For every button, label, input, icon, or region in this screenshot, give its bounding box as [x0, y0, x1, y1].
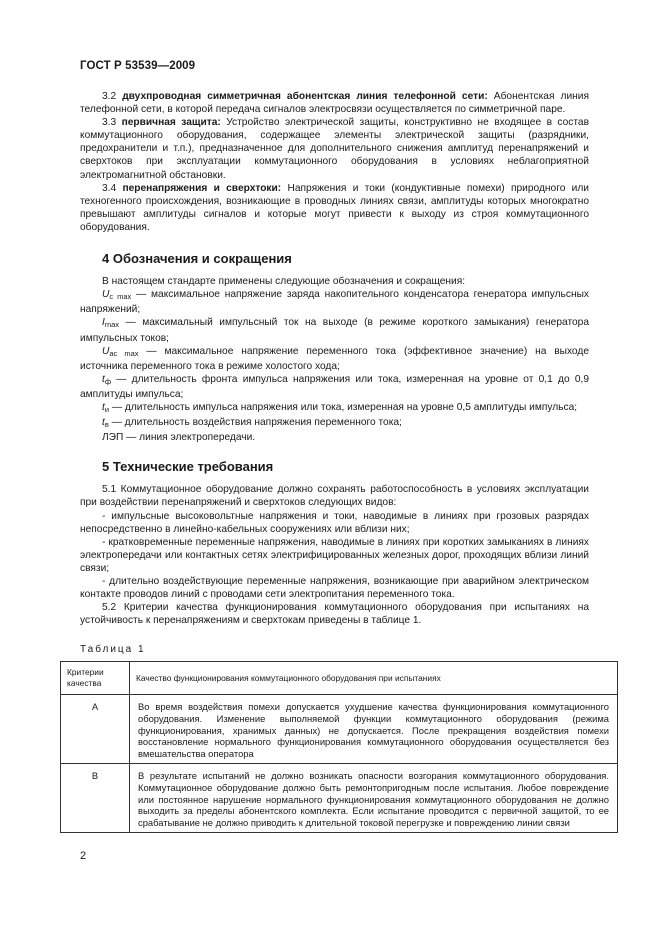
description-cell: Во время воздействия помехи допускается ухудшение качества функционирования коммутационного оборудования. Изменение выполняемой функции коммутационного оборудования (режима функционирования, хранимых данных) не допускается. После прекращения воздействия помехи восстановление нормального функционирования коммутационного оборудования осуществляется без вмешательства оператора	[130, 695, 618, 764]
section-5-title: 5 Технические требования	[102, 459, 274, 475]
column-header-quality: Качество функционирования коммутационного оборудования при испытаниях	[130, 662, 618, 695]
clause-5-1: 5.1 Коммутационное оборудование должно сохранять работоспособность в условиях эксплуатации при воздействии перенапряжений и сверхтоков следующих видов:	[80, 484, 589, 509]
term: двухпроводная симметричная абонентская линия телефонной сети:	[122, 91, 488, 102]
definition-3-2: 3.2 двухпроводная симметричная абонентская линия телефонной сети: Абонентская линия телефонной сети, в которой передача сигналов электросвязи осуществляется по симметричной паре.	[80, 91, 589, 116]
column-header-criteria: Критерии качества	[61, 662, 130, 695]
symbol-item: $t_в$ — длительность воздействия напряжения переменного тока;	[102, 417, 402, 430]
page-body	[67, 90, 609, 833]
criteria-cell: А	[61, 695, 130, 764]
symbol-item: $U_{ac max}$ — максимальное напряжение переменного тока (эффективное значение) на выходе источника переменного тока в режиме холостого хода;	[80, 345, 589, 372]
section-4-title: 4 Обозначения и сокращения	[102, 251, 292, 267]
symbol-item: $t_и$ — длительность импульса напряжения или тока, измеренная на уровне 0,5 амплитуды импульса;	[102, 401, 578, 414]
description-cell: В результате испытаний не должно возникать опасности возгорания коммутационного оборудования. Коммутационное оборудование должно быть ремонтопригодным после испытания. Любое повреждение или постоянное нарушение нормального функционирования коммутационного оборудования не должно выходить за пределы абонентского комплекта. Если испытание проводится с первичной защитой, то ее срабатывание не должно приводить к длительной токовой перегрузке и повреждению линии связи	[130, 764, 618, 833]
criteria-cell: В	[61, 764, 130, 833]
abbreviation-item: ЛЭП — линия электропередачи.	[102, 432, 256, 444]
symbol-item: $I_{max}$ — максимальный импульсный ток на выходе (в режиме короткого замыкания) генератора импульсных токов;	[80, 317, 589, 344]
page-number: 2	[80, 850, 87, 862]
symbol-item: $U_{c max}$ — максимальное напряжение заряда накопительного конденсатора генератора импульсных напряжений;	[80, 289, 589, 316]
term: первичная защита:	[121, 117, 221, 129]
table-caption: Таблица 1	[80, 644, 146, 656]
list-item: - кратковременные переменные напряжения, наводимые в линиях при коротких замыканиях в линиях электропередачи или контактных сетях электрифицированных железных дорог, проходящих вблизи линий связи;	[80, 536, 589, 574]
term: перенапряжения и сверхтоки:	[122, 182, 282, 194]
document-header: ГОСТ Р 53539—2009	[80, 60, 196, 72]
definition-3-4: 3.4 перенапряжения и сверхтоки: Напряжения и токи (кондуктивные помехи) природного или техногенного происхождения, возникающие в проводных линиях связи, амплитуды которых многократно превышают амплитуды сигналов и которые могут привести к выходу из строя коммутационного оборудования.	[80, 182, 589, 233]
list-item: - импульсные высоковольтные напряжения и токи, наводимые в линиях при грозовых разрядах непосредственно в линейно-кабельных сооружениях или вблизи них;	[80, 510, 589, 535]
list-item: - длительно воздействующие переменные напряжения, возникающие при аварийном электрическом контакте проводов линий с проводами сети электропитания переменного тока.	[80, 576, 589, 601]
symbol-item: $t_ф$ — длительность фронта импульса напряжения или тока, измеренная на уровне от 0,1 до 0,9 амплитуды импульса;	[80, 373, 589, 400]
definition-3-3: 3.3 первичная защита: Устройство электрической защиты, конструктивно не входящее в состав коммутационного оборудования, содержащее элементы электрической защиты (разрядники, предохранители и т.п.), предназначенное для дополнительного снижения амплитуд перенапряжений и сверхтоков при эксплуатации коммутационного оборудования в условиях неблагоприятной электромагнитной обстановки.	[80, 117, 590, 181]
table-header-row	[61, 662, 618, 695]
table-row	[61, 764, 618, 833]
criteria-table	[60, 661, 618, 833]
section-4-intro: В настоящем стандарте применены следующие обозначения и сокращения:	[102, 276, 466, 288]
table-row	[61, 695, 618, 764]
clause-5-2: 5.2 Критерии качества функционирования коммутационного оборудования при испытаниях на устойчивость к перенапряжениям и сверхтокам приведены в таблице 1.	[80, 602, 589, 627]
